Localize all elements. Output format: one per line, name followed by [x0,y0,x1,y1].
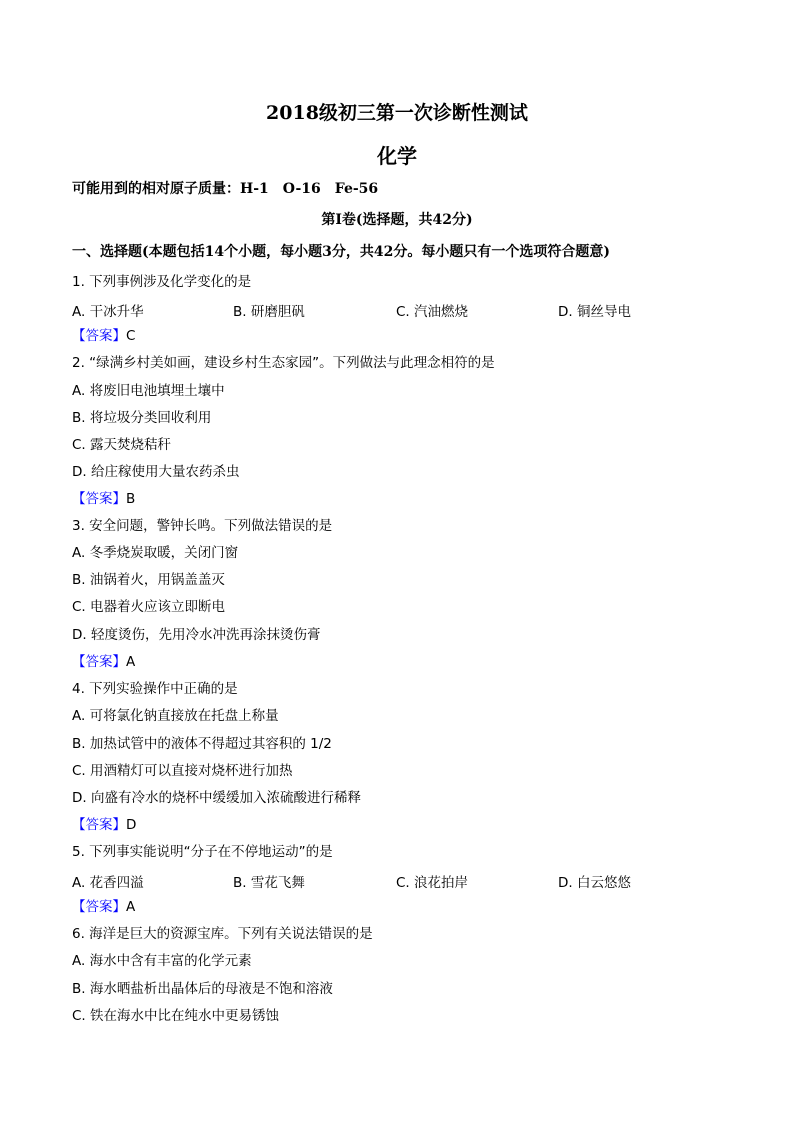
answer-line [72,490,135,508]
options-row [72,300,752,318]
volume-heading: 第Ⅰ卷(选择题，共42分) [321,212,473,228]
option: B. 研磨胆矾 [233,304,305,320]
answer-label: 【答案】 [72,899,126,915]
answer-label: 【答案】 [72,491,126,507]
option: A. 可将氯化钠直接放在托盘上称量 [72,708,279,724]
option: C. 电器着火应该立即断电 [72,599,226,615]
section-heading: 一、选择题(本题包括14个小题，每小题3分，共42分。每小题只有一个选项符合题意) [72,244,610,260]
option: A. 花香四溢 [72,875,144,891]
question-stem: 2. “绿满乡村美如画，建设乡村生态家园”。下列做法与此理念相符的是 [72,355,495,371]
answer-label: 【答案】 [72,817,126,833]
answer-label: 【答案】 [72,654,126,670]
option: D. 轻度烫伤，先用冷水冲洗再涂抹烫伤膏 [72,627,321,643]
answer-line [72,898,135,916]
question-stem: 4. 下列实验操作中正确的是 [72,681,238,697]
option: D. 白云悠悠 [558,875,631,891]
answer-line [72,816,136,834]
option: C. 用酒精灯可以直接对烧杯进行加热 [72,763,293,779]
options-row [72,871,752,889]
answer-value: B [126,491,136,507]
answer-value: D [126,817,137,833]
answer-value: A [126,899,136,915]
option: A. 干冰升华 [72,304,144,320]
answer-line [72,653,135,671]
option: C. 汽油燃烧 [396,304,469,320]
option: D. 给庄稼使用大量农药杀虫 [72,464,240,480]
exam-title: 2018级初三第一次诊断性测试 [266,102,528,124]
option: B. 雪花飞舞 [233,875,305,891]
option: A. 冬季烧炭取暖，关闭门窗 [72,545,239,561]
answer-value: A [126,654,136,670]
question-stem: 6. 海洋是巨大的资源宝库。下列有关说法错误的是 [72,926,373,942]
option: B. 油锅着火，用锅盖盖灭 [72,572,225,588]
option: B. 加热试管中的液体不得超过其容积的 1/2 [72,736,332,752]
option: A. 海水中含有丰富的化学元素 [72,953,252,969]
option: C. 露天焚烧秸秆 [72,437,172,453]
option: D. 向盛有冷水的烧杯中缓缓加入浓硫酸进行稀释 [72,790,361,806]
question-stem: 5. 下列事实能说明“分子在不停地运动”的是 [72,844,333,860]
answer-line [72,327,135,345]
question-stem: 3. 安全问题，警钟长鸣。下列做法错误的是 [72,518,333,534]
answer-value: C [126,328,136,344]
option: A. 将废旧电池填埋土壤中 [72,383,225,399]
option: C. 铁在海水中比在纯水中更易锈蚀 [72,1008,280,1024]
option: B. 将垃圾分类回收利用 [72,410,212,426]
question-stem: 1. 下列事例涉及化学变化的是 [72,274,252,290]
option: B. 海水晒盐析出晶体后的母液是不饱和溶液 [72,981,333,997]
option: C. 浪花拍岸 [396,875,469,891]
option: D. 铜丝导电 [558,304,631,320]
atomic-masses: 可能用到的相对原子质量：H-1 O-16 Fe-56 [72,181,379,197]
answer-label: 【答案】 [72,328,126,344]
subject-title: 化学 [377,144,417,168]
